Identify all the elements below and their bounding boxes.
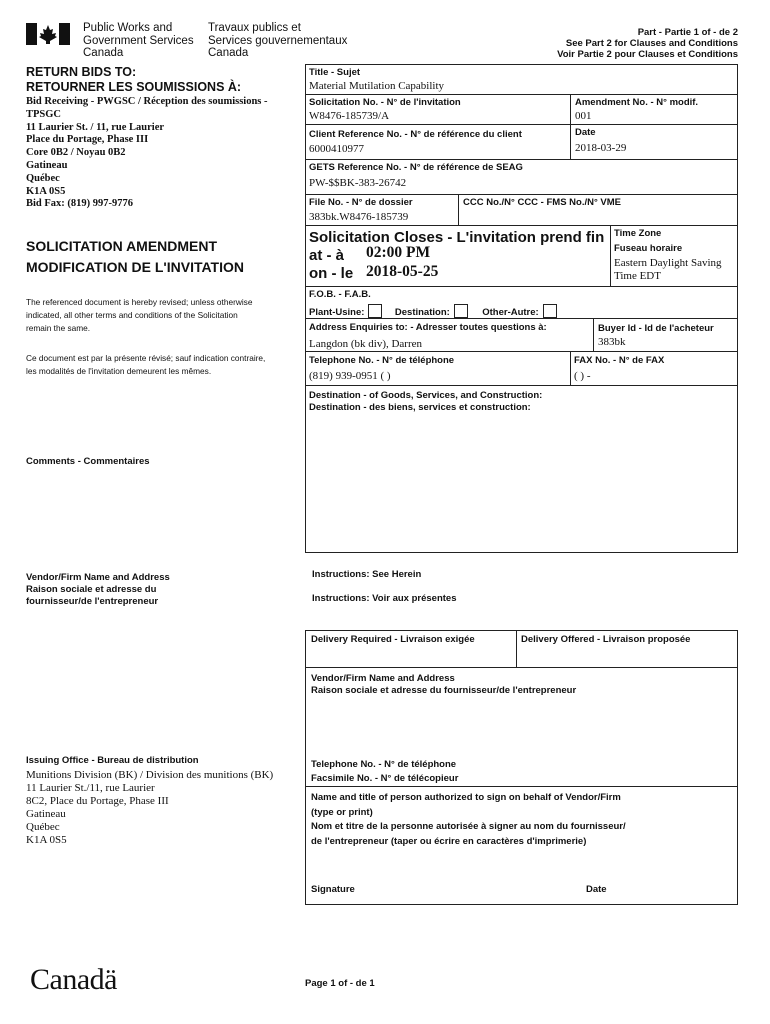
vendor-telephone-label: Telephone No. - N° de téléphone xyxy=(311,759,457,770)
comments-label: Comments - Commentaires xyxy=(26,456,150,467)
vendor-name-address-label: Vendor/Firm Name and Address Raison sociale et adresse du fournisseur/de l'entrepreneur xyxy=(311,673,577,696)
time-zone-label-fr: Fuseau horaire xyxy=(614,243,683,254)
signature-date-label: Date xyxy=(586,884,607,895)
page-number: Page 1 of - de 1 xyxy=(305,978,375,989)
vendor-label: Vendor/Firm Name and Address Raison sociale et adresse du fournisseur/de l'entrepreneur xyxy=(26,572,170,607)
department-name-en: Public Works and Government Services Canada xyxy=(83,22,194,59)
date-value: 2018-03-29 xyxy=(575,142,627,154)
buyer-id-value: 383bk xyxy=(598,336,626,348)
authorized-signer-label: Name and title of person authorized to sign on behalf of Vendor/Firm (type or print) Nom et titre de la personne autorisée à signer au nom du fournisseur/ de l'entrepreneur (taper ou écrire en caractères d'imprimerie) xyxy=(311,792,626,847)
issuing-office-address: Munitions Division (BK) / Division des munitions (BK) 11 Laurier St./11, rue Laurier 8C2, Place du Portage, Phase III Gatineau Québec K1A 0S5 xyxy=(26,769,274,846)
closing-on-label: on - le xyxy=(309,265,354,282)
fax-value: ( ) - xyxy=(574,370,591,382)
delivery-required-label: Delivery Required - Livraison exigée xyxy=(311,634,475,645)
canada-wordmark-logo: Canadä xyxy=(30,963,117,996)
plant-usine-label: Plant-Usine: xyxy=(309,307,365,318)
file-number-value: 383bk.W8476-185739 xyxy=(309,211,409,223)
fob-label: F.O.B. - F.A.B. xyxy=(309,289,371,300)
fob-options xyxy=(309,302,563,320)
amendment-number-label: Amendment No. - N° modif. xyxy=(575,97,699,108)
amendment-note-en: The referenced document is hereby revised; unless otherwise indicated, all other terms and conditions of the Solicitation remain the same. xyxy=(26,297,253,333)
time-zone-value: Eastern Daylight Saving Time EDT xyxy=(614,257,722,282)
solicitation-closes-label: Solicitation Closes - L'invitation prend fin xyxy=(309,229,605,246)
delivery-offered-label: Delivery Offered - Livraison proposée xyxy=(521,634,691,645)
solicitation-number-value: W8476-185739/A xyxy=(309,110,390,122)
enquiries-label: Address Enquiries to: - Adresser toutes questions à: xyxy=(309,322,547,333)
issuing-office-label: Issuing Office - Bureau de distribution xyxy=(26,755,199,766)
destination-label: Destination: xyxy=(394,307,450,318)
return-bids-address: Bid Receiving - PWGSC / Réception des soumissions - TPSGC 11 Laurier St. / 11, rue Laurier Place du Portage, Phase III Core 0B2 / Noyau 0B2 Gatineau Québec K1A 0S5 Bid Fax: (819) 997-9776 xyxy=(26,96,268,210)
closing-at-label: at - à xyxy=(309,247,345,264)
other-autre-checkbox[interactable] xyxy=(543,304,557,318)
title-value: Material Mutilation Capability xyxy=(309,80,445,92)
closing-time-value: 02:00 PM xyxy=(366,244,431,261)
amendment-number-value: 001 xyxy=(575,110,592,122)
instructions-fr: Instructions: Voir aux présentes xyxy=(312,593,457,604)
other-autre-label: Other-Autre: xyxy=(482,307,539,318)
amendment-title: SOLICITATION AMENDMENT MODIFICATION DE L'INVITATION xyxy=(26,238,244,275)
vendor-facsimile-label: Facsimile No. - N° de télécopieur xyxy=(311,773,459,784)
closing-date-value: 2018-05-25 xyxy=(366,263,439,280)
signature-label: Signature xyxy=(311,884,355,895)
telephone-value: (819) 939-0951 ( ) xyxy=(309,370,391,382)
file-number-label: File No. - N° de dossier xyxy=(309,197,413,208)
time-zone-label: Time Zone xyxy=(614,228,662,239)
buyer-id-label: Buyer Id - Id de l'acheteur xyxy=(598,323,714,334)
enquiries-value: Langdon (bk div), Darren xyxy=(309,338,423,350)
instructions-en: Instructions: See Herein xyxy=(312,569,422,580)
destination-checkbox[interactable] xyxy=(454,304,468,318)
amendment-note-fr: Ce document est par la présente révisé; sauf indication contraire, les modalités de l'invitation demeurent les mêmes. xyxy=(26,353,266,376)
ccc-number-label: CCC No./N° CCC - FMS No./N° VME xyxy=(463,197,622,208)
gets-reference-label: GETS Reference No. - N° de référence de SEAG xyxy=(309,162,523,173)
gets-reference-value: PW-$$BK-383-26742 xyxy=(309,177,407,189)
fax-label: FAX No. - N° de FAX xyxy=(574,355,665,366)
part-indicator: Part - Partie 1 of - de 2 See Part 2 for Clauses and Conditions Voir Partie 2 pour Clauses et Conditions xyxy=(557,27,738,60)
client-reference-label: Client Reference No. - N° de référence du client xyxy=(309,129,522,140)
department-name-fr: Travaux publics et Services gouvernementaux Canada xyxy=(208,22,348,59)
telephone-label: Telephone No. - N° de téléphone xyxy=(309,355,455,366)
client-reference-value: 6000410977 xyxy=(309,143,364,155)
title-label: Title - Sujet xyxy=(309,67,361,78)
solicitation-number-label: Solicitation No. - N° de l'invitation xyxy=(309,97,461,108)
plant-usine-checkbox[interactable] xyxy=(368,304,382,318)
return-bids-heading: RETURN BIDS TO: RETOURNER LES SOUMISSIONS À: xyxy=(26,65,242,94)
date-label: Date xyxy=(575,127,596,138)
canada-flag-logo xyxy=(26,23,70,45)
destination-goods-label: Destination - of Goods, Services, and Construction: Destination - des biens, services et construction: xyxy=(309,390,543,413)
